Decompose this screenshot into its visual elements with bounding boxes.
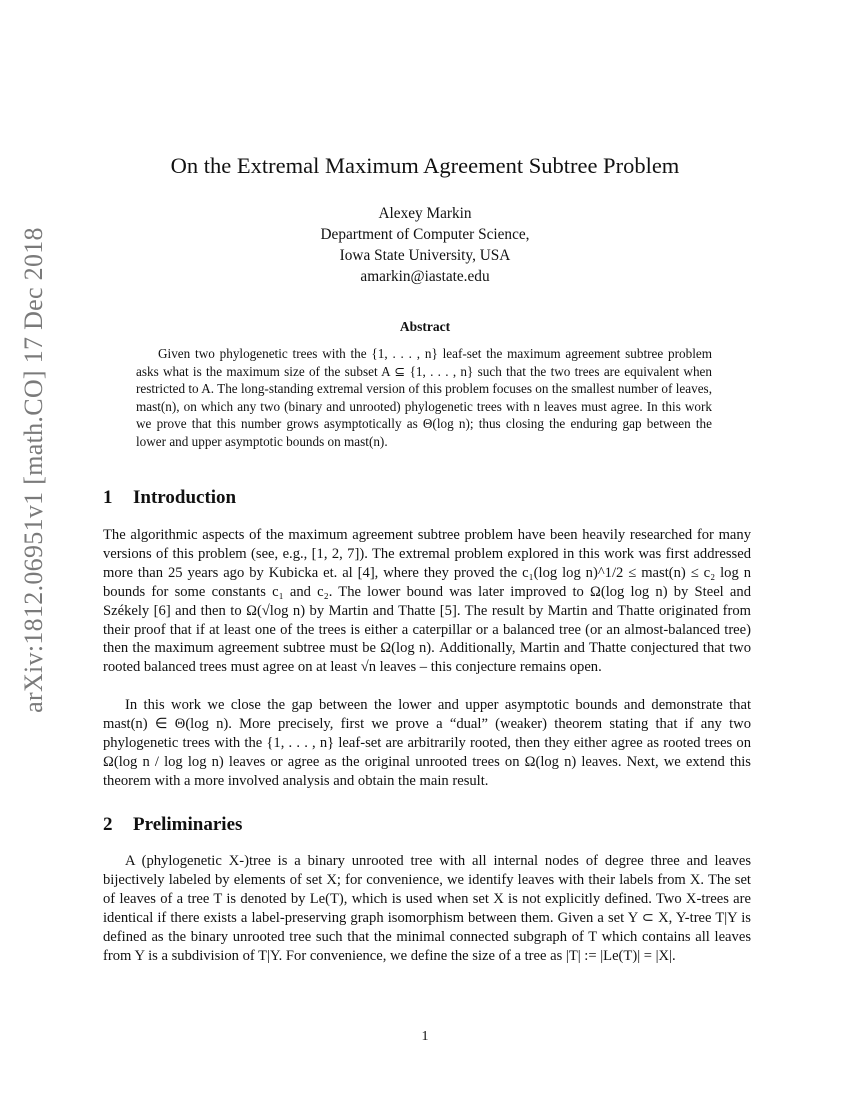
abstract-text: Given two phylogenetic trees with the {1, . . . , n} leaf-set the maximum agreement subtree problem asks what is the maximum size of the subset A ⊆ {1, . . . , n} such that the two trees are equivalent when restricted to A. The long-standing extremal version of this problem focuses on the smallest number of leaves, mast(n), on which any two (binary and unrooted) phylogenetic trees with n leaves must agree. In this work we prove that this number grows asymptotically as Θ(log n); thus closing the enduring gap between the lower and upper asymptotic bounds on mast(n). xyxy=(136,346,712,449)
page-number: 1 xyxy=(421,1029,429,1044)
preliminaries-paragraph-1: A (phylogenetic X-)tree is a binary unrooted tree with all internal nodes of degree three and leaves bijectively labeled by elements of set X; for convenience, we identify leaves with their labels from X. The set of leaves of a tree T is denoted by Le(T), which is used when set X is not explicitly defined. Two X-trees are identical if there exists a label-preserving graph isomorphism between them. Given a set Y ⊂ X, Y-tree T|Y is defined as the binary unrooted tree such that the minimal connected subgraph of T which contains all leaves from Y is a subdivision of T|Y. For convenience, we define the size of a tree as |T| := |Le(T)| = |X|. xyxy=(103,853,751,964)
section-title: Preliminaries xyxy=(133,814,243,835)
intro-paragraph-1: The algorithmic aspects of the maximum agreement subtree problem have been heavily researched for many versions of this problem (see, e.g., [1, 2, 7]). The extremal problem explored in this work was first addressed more than 25 years ago by Kubicka et. al [4], where they proved the c₁(log log n)^1/2 ≤ mast(n) ≤ c₂ log n bounds for some constants c₁ and c₂. The lower bound was later improved to Ω(log log n) by Steel and Székely [6] and then to Ω(√log n) by Martin and Thatte [5]. The result by Martin and Thatte originated from their proof that if at least one of the trees is either a caterpillar or a balanced tree (or an almost-balanced tree) then the maximum agreement subtree must be Ω(log n). Additionally, Martin and Thatte conjectured that two rooted balanced trees must agree on at least √n leaves – this conjecture remains open. xyxy=(103,527,751,676)
intro-paragraph-2: In this work we close the gap between the lower and upper asymptotic bounds and demonstrate that mast(n) ∈ Θ(log n). More precisely, first we prove a “dual” (weaker) theorem stating that if any two phylogenetic trees with the {1, . . . , n} leaf-set are arbitrarily rooted, then they either agree as rooted trees on Ω(log n / log log n) leaves or agree as the original unrooted trees on Ω(log n) leaves. Next, we extend this theorem with a more involved analysis and obtain the main result. xyxy=(103,697,751,789)
author-university: Iowa State University, USA xyxy=(339,247,511,264)
section-number: 1 xyxy=(103,487,113,508)
author-email: amarkin@iastate.edu xyxy=(360,268,490,285)
author-name: Alexey Markin xyxy=(378,205,472,222)
arxiv-identifier: arXiv:1812.06951v1 [math.CO] 17 Dec 2018 xyxy=(19,227,49,713)
abstract-heading: Abstract xyxy=(399,319,451,334)
section-title: Introduction xyxy=(133,487,237,508)
author-block xyxy=(0,203,850,287)
section-heading-introduction xyxy=(103,487,236,509)
arxiv-side-stamp xyxy=(14,227,54,713)
paper-title: On the Extremal Maximum Agreement Subtree Problem xyxy=(170,153,680,178)
section-heading-preliminaries xyxy=(103,814,242,836)
author-department: Department of Computer Science, xyxy=(320,226,530,243)
section-number: 2 xyxy=(103,814,113,835)
